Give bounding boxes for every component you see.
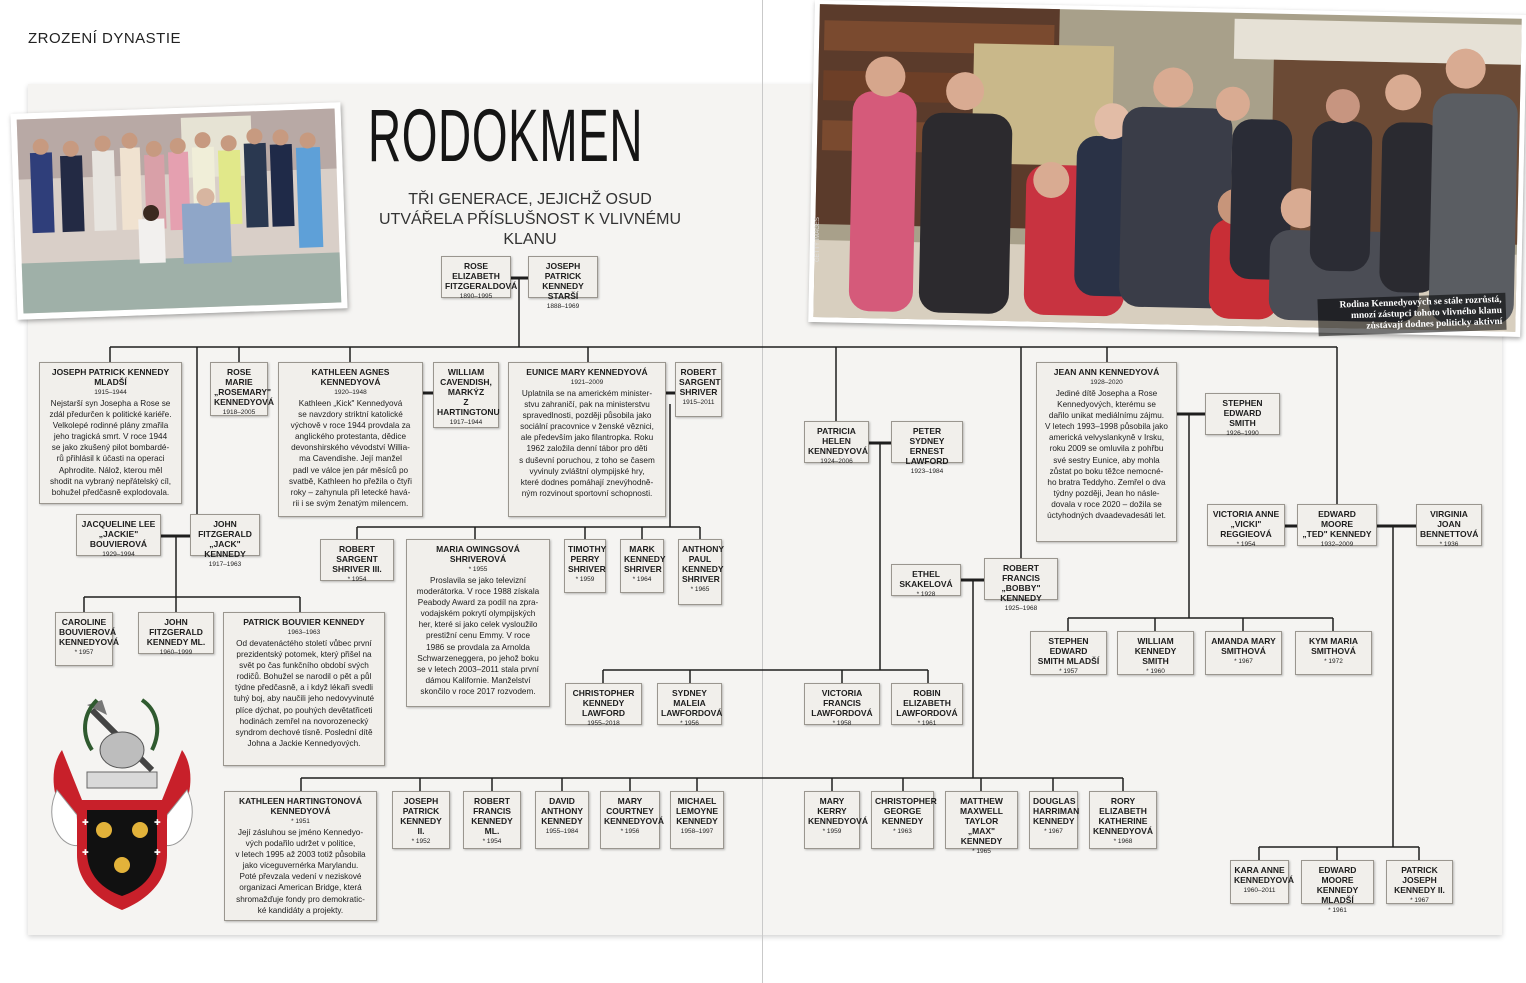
person-years: 1915–2011 — [682, 399, 715, 406]
person-card — [1416, 504, 1482, 546]
person-name: VICTORIA ANNE „VICKI" REGGIEOVÁ — [1212, 509, 1280, 539]
person-years: * 1955 — [468, 566, 488, 573]
person-name: CHRISTOPHER GEORGE KENNEDY — [875, 796, 937, 826]
person-years: 1963–1963 — [287, 629, 321, 636]
svg-text:✚: ✚ — [82, 848, 89, 857]
person-name: PATRICK BOUVIER KENNEDY — [243, 617, 365, 627]
person-name: KATHLEEN HARTINGTONOVÁ KENNEDYOVÁ — [239, 796, 362, 816]
person-name: ANTHONY PAUL KENNEDY SHRIVER — [682, 544, 725, 584]
person-card — [600, 791, 664, 849]
person-name: RORY ELIZABETH KATHERINE KENNEDYOVÁ — [1093, 796, 1153, 836]
person-years: * 1959 — [575, 576, 595, 583]
person-card — [463, 791, 521, 849]
person-years: * 1954 — [1236, 541, 1256, 548]
person-name: AMANDA MARY SMITHOVÁ — [1211, 636, 1276, 656]
person-years: * 1961 — [1328, 907, 1347, 914]
person-years: 1921–2009 — [570, 379, 604, 386]
person-name: PATRICIA HELEN KENNEDYOVÁ — [808, 426, 868, 456]
person-card — [210, 362, 274, 416]
person-name: JOSEPH PATRICK KENNEDY II. — [400, 796, 442, 836]
person-years: 1932–2009 — [1320, 541, 1354, 548]
person-years: * 1958 — [832, 720, 852, 727]
person-years: 1926–1990 — [1226, 430, 1259, 437]
person-card — [1036, 362, 1177, 542]
person-card — [1295, 631, 1372, 675]
person-years: * 1928 — [916, 591, 936, 598]
page-subtitle: TŘI GENERACE, JEJICHŽ OSUD UTVÁŘELA PŘÍSLUŠNOST K VLIVNÉMU KLANU — [378, 191, 681, 248]
person-description: Nejstarší syn Josepha a Rose se zdál předurčen k politické kariéře. Velkolepé rodinné plány zmařila jeho tragická smrt. V roce 1944 se jako zkušený pilot bombardé- rů přihlásil k účasti na operaci Aphrodite. Nálož, kterou měl shodit na vybraný nepřátelský cíl, bohužel předčasně explodovala. — [49, 399, 172, 497]
person-years: 1929–1994 — [102, 551, 135, 558]
person-card — [891, 421, 963, 475]
person-card — [1205, 393, 1280, 435]
person-years: 1955–1984 — [545, 828, 579, 835]
person-card — [76, 514, 161, 556]
person-card — [1230, 860, 1294, 904]
person-name: EDWARD MOORE KENNEDY MLADŠÍ — [1316, 865, 1359, 905]
person-card — [224, 791, 377, 921]
person-card — [406, 539, 550, 707]
person-name: ETHEL SKAKELOVÁ — [899, 569, 953, 589]
person-years: * 1965 — [972, 848, 991, 855]
person-card — [1029, 791, 1078, 849]
person-years: 1923–1984 — [910, 468, 944, 475]
person-name: SYDNEY MALEIA LAWFORDOVÁ — [661, 688, 723, 718]
person-name: MARIA OWINGSOVÁ SHRIVEROVÁ — [436, 544, 520, 564]
person-description: Od devatenáctého století vůbec první prezidentský potomek, který přišel na svět po čas funkčního období svých rodičů. Bohužel se narodil o pět a půl týdne předčasně, a i když lékaři svedli tuhý boj, aby naučili jeho nedovyvinuté plíce dýchat, po pouhých devětatřiceti hodinách zemřel na novorozenecký syndrom dechové tísně. Poslední dítě Johna a Jackie Kennedyových. — [233, 639, 375, 748]
person-name: EDWARD MOORE „TED" KENNEDY — [1302, 509, 1372, 539]
person-name: ROBERT FRANCIS „BOBBY" KENNEDY — [1000, 563, 1042, 603]
person-card — [39, 362, 182, 504]
person-name: JOHN FITZGERALD KENNEDY ML. — [146, 617, 206, 647]
person-years: * 1951 — [291, 818, 310, 825]
person-name: MARK KENNEDY SHRIVER — [624, 544, 666, 574]
person-name: JEAN ANN KENNEDYOVÁ — [1053, 367, 1160, 377]
person-name: MARY KERRY KENNEDYOVÁ — [808, 796, 868, 826]
person-card — [657, 683, 722, 725]
person-years: 1915–1944 — [94, 389, 127, 396]
person-years: * 1959 — [822, 828, 842, 835]
person-card — [528, 256, 598, 310]
person-card — [278, 362, 423, 517]
person-name: EUNICE MARY KENNEDYOVÁ — [526, 367, 648, 377]
person-card — [433, 362, 499, 428]
person-card — [871, 791, 937, 849]
person-name: KYM MARIA SMITHOVÁ — [1308, 636, 1359, 656]
person-years: * 1957 — [74, 649, 94, 656]
person-years: 1888–1969 — [546, 303, 580, 310]
person-name: ROBIN ELIZABETH LAWFORDOVÁ — [896, 688, 958, 718]
person-card — [190, 514, 260, 568]
person-name: WILLIAM KENNEDY SMITH — [1134, 636, 1177, 666]
person-name: JACQUELINE LEE „JACKIE" BOUVIEROVÁ — [81, 519, 156, 549]
person-years: * 1967 — [1044, 828, 1063, 835]
person-name: VICTORIA FRANCIS LAWFORDOVÁ — [811, 688, 873, 718]
svg-text:✚: ✚ — [82, 818, 89, 827]
person-card — [1297, 504, 1377, 546]
person-card — [945, 791, 1018, 855]
person-card — [1205, 631, 1282, 675]
person-years: * 1968 — [1113, 838, 1133, 845]
person-years: * 1961 — [917, 720, 937, 727]
person-years: 1924–2006 — [820, 458, 853, 465]
person-years: * 1954 — [347, 576, 367, 583]
person-name: PETER SYDNEY ERNEST LAWFORD — [905, 426, 949, 466]
person-card — [320, 539, 394, 581]
person-years: * 1957 — [1059, 668, 1078, 675]
person-card — [1386, 860, 1453, 904]
person-card — [984, 558, 1058, 612]
person-description: Kathleen „Kick" Kennedyová se navzdory striktní katolické výchově v roce 1944 provdala za anglického protestanta, dědice devonshirského vévodství Willia- ma Cavendishe. Její manžel padl ve válce jen pár měsíců po svatbě, Kathleen ho přežila o čtyři roky – zahynula při letecké havá- rii i se svým ženatým milencem. — [289, 399, 412, 508]
person-name: TIMOTHY PERRY SHRIVER — [568, 544, 607, 574]
person-years: 1917–1944 — [449, 419, 483, 426]
person-name: KARA ANNE KENNEDYOVÁ — [1234, 865, 1294, 885]
person-card — [678, 539, 725, 605]
person-name: MARY COURTNEY KENNEDYOVÁ — [604, 796, 664, 826]
person-years: * 1956 — [620, 828, 640, 835]
person-years: 1917–1963 — [208, 561, 242, 568]
person-name: ROSE ELIZABETH FITZGERALDOVÁ — [445, 261, 518, 291]
person-name: DOUGLAS HARRIMAN KENNEDY — [1033, 796, 1080, 826]
person-card — [804, 791, 868, 849]
person-card — [804, 421, 869, 463]
person-description: Její zásluhou se jméno Kennedyo- vých podařilo udržet v politice, v letech 1995 až 2003 totiž působila jako viceguvernérka Marylandu. Poté převzala vedení v neziskové organizaci American Bridge, která shromažďuje fondy pro demokratic- ké kandidáty a projekty. — [235, 828, 366, 915]
person-years: * 1967 — [1410, 897, 1429, 904]
person-card — [1207, 504, 1285, 546]
person-description: Proslavila se jako televizní moderátorka. V roce 1988 získala Peabody Award za podíl na zpra- vodajském pokrytí olympijských her, které si jako celek vysloužilo prestižní cenu Emmy. V roce 1986 se provdala za Arnolda Schwarzeneggera, po jehož boku se v letech 2003–2011 stala první dámou Kalifornie. Manželství skončilo v roce 2017 rozvodem. — [416, 576, 540, 696]
person-card — [55, 612, 119, 666]
person-card — [1117, 631, 1194, 675]
person-name: MICHAEL LEMOYNE KENNEDY — [675, 796, 719, 826]
person-card — [804, 683, 880, 725]
svg-text:✚: ✚ — [154, 818, 161, 827]
person-card — [565, 683, 642, 725]
person-name: JOSEPH PATRICK KENNEDY MLADŠÍ — [51, 367, 170, 387]
person-years: 1960–2011 — [1243, 887, 1276, 894]
person-years: * 1965 — [690, 586, 710, 593]
photo-credit: GETTY IMAGES — [815, 217, 821, 262]
person-years: * 1956 — [680, 720, 699, 727]
person-card — [392, 791, 450, 849]
coat-of-arms-emblem — [42, 680, 202, 915]
person-name: ROBERT SARGENT SHRIVER III. — [332, 544, 382, 574]
person-card — [508, 362, 666, 517]
person-name: ROBERT FRANCIS KENNEDY ML. — [471, 796, 513, 836]
person-years: 1928–2020 — [1090, 379, 1123, 386]
person-name: CAROLINE BOUVIEROVÁ KENNEDYOVÁ — [59, 617, 119, 647]
person-card — [670, 791, 724, 849]
person-description: Uplatnila se na americkém minister- stvu zahraničí, pak na ministerstvu spravedlnosti, později působila jako sociální pracovnice v ženské věznici, ale především jako filantropka. Roku 1962 založila denní tábor pro děti s duševní poruchou, z toho se časem vyvinuly zvláštní olympijské hry, které dodnes pomáhají znevýhodně- ným rozvinout sportovní schopnosti. — [519, 389, 655, 498]
person-name: KATHLEEN AGNES KENNEDYOVÁ — [311, 367, 390, 387]
person-name: STEPHEN EDWARD SMITH — [1222, 398, 1263, 428]
person-card — [223, 612, 385, 766]
person-name: ROBERT SARGENT SHRIVER — [679, 367, 721, 397]
person-card — [1301, 860, 1374, 914]
person-years: * 1972 — [1324, 658, 1343, 665]
person-years: 1925–1968 — [1004, 605, 1038, 612]
person-years: 1890–1995 — [459, 293, 493, 300]
person-years: * 1967 — [1234, 658, 1253, 665]
person-name: ROSE MARIE „ROSEMARY" KENNEDYOVÁ — [214, 367, 274, 407]
person-name: JOSEPH PATRICK KENNEDY STARŠÍ — [542, 261, 584, 301]
person-card — [138, 612, 214, 654]
person-years: 1918–2005 — [222, 409, 256, 416]
person-years: * 1952 — [411, 838, 431, 845]
person-name: PATRICK JOSEPH KENNEDY II. — [1394, 865, 1445, 895]
person-card — [441, 256, 518, 300]
person-years: * 1960 — [1146, 668, 1165, 675]
svg-text:✚: ✚ — [154, 848, 161, 857]
person-name: MATTHEW MAXWELL TAYLOR „MAX" KENNEDY — [960, 796, 1003, 846]
person-name: VIRGINIA JOAN BENNETTOVÁ — [1420, 509, 1479, 539]
person-card — [891, 683, 963, 725]
person-card — [535, 791, 589, 849]
person-name: STEPHEN EDWARD SMITH MLADŠÍ — [1037, 636, 1100, 666]
person-years: 1920–1948 — [334, 389, 367, 396]
person-years: * 1963 — [893, 828, 912, 835]
person-name: JOHN FITZGERALD „JACK" KENNEDY — [198, 519, 252, 559]
person-name: CHRISTOPHER KENNEDY LAWFORD — [572, 688, 635, 718]
person-years: * 1954 — [482, 838, 502, 845]
person-description: Jediné dítě Josepha a Rose Kennedyových, kterému se dařilo unikat mediálnímu zájmu. V letech 1993–1998 působila jako americká velvyslankyně v Irsku, roku 2009 se omluvila z pohřbu své sestry Eunice, aby mohla zůstat po boku těžce nemocné- ho bratra Teddyho. Zemřel o dva týdny později, Jean ho násle- dovala v roce 2020 – dožila se úctyhodných dvaadevadesáti let. — [1045, 389, 1168, 521]
person-years: * 1936 — [1439, 541, 1459, 548]
person-card — [564, 539, 606, 593]
photo-caption: Rodina Kennedyových se stále rozrůstá, mnozí zástupci tohoto vlivného klanu zůstávají dodnes politicky aktivní — [1317, 293, 1506, 337]
person-card — [675, 362, 722, 417]
person-name: DAVID ANTHONY KENNEDY — [540, 796, 584, 826]
person-years: 1960–1999 — [159, 649, 193, 656]
person-years: 1955–2018 — [587, 720, 620, 727]
person-name: WILLIAM CAVENDISH, MARKÝZ Z HARTINGTONU — [437, 367, 500, 417]
page-title: RODOKMEN — [368, 94, 644, 177]
person-years: * 1964 — [632, 576, 652, 583]
person-card — [1030, 631, 1107, 675]
person-card — [1089, 791, 1157, 849]
person-card — [891, 564, 961, 596]
person-years: 1958–1997 — [680, 828, 714, 835]
person-card — [620, 539, 664, 593]
section-label: ZROZENÍ DYNASTIE — [28, 30, 182, 47]
